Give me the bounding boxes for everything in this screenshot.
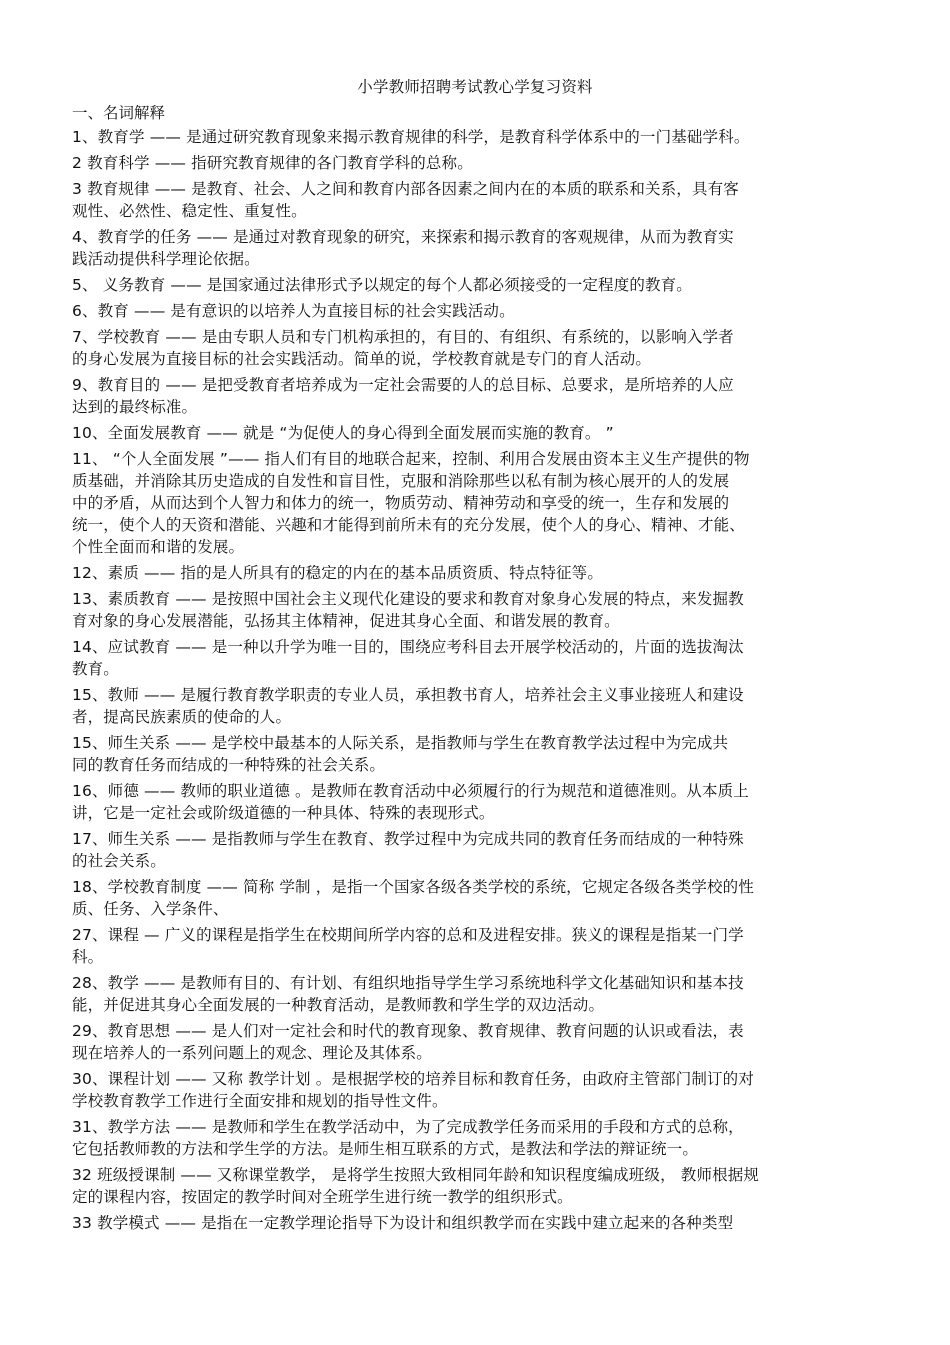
definition-line: 践活动提供科学理论依据。: [72, 250, 260, 268]
definition-line: 质基础，并消除其历史造成的自发性和盲目性，克服和消除那些以私有制为核心展开的人的发展: [72, 472, 730, 490]
definition-entry: [72, 274, 872, 296]
definition-entry: [72, 1020, 872, 1064]
definition-entry: [72, 422, 872, 444]
definition-line: 15、师生关系 —— 是学校中最基本的人际关系，是指教师与学生在教育教学法过程中为完成共: [72, 734, 729, 752]
definition-entry: [72, 1116, 872, 1160]
definition-entry: [72, 178, 872, 222]
definition-line: 达到的最终标准。: [72, 398, 198, 416]
definition-line: 27、课程 — 广义的课程是指学生在校期间所学内容的总和及进程安排。狭义的课程是指某一门学: [72, 926, 744, 944]
definition-entry: [72, 1212, 872, 1234]
section-heading: 一、名词解释: [72, 104, 166, 122]
definition-line: 31、教学方法 —— 是教师和学生在教学活动中，为了完成教学任务而采用的手段和方式的总称，: [72, 1118, 744, 1136]
definition-line: 4、教育学的任务 —— 是通过对教育现象的研究，来探索和揭示教育的客观规律，从而为教育实: [72, 228, 734, 246]
definition-entry: [72, 126, 872, 148]
definition-entry: [72, 636, 872, 680]
definition-entry: [72, 448, 872, 558]
definition-line: 育对象的身心发展潜能，弘扬其主体精神，促进其身心全面、和谐发展的教育。: [72, 612, 620, 630]
definition-entry: [72, 828, 872, 872]
definition-line: 统一，使个人的天资和潜能、兴趣和才能得到前所未有的充分发展，使个人的身心、精神、才能、: [72, 516, 745, 534]
definition-line: 它包括教师教的方法和学生学的方法。是师生相互联系的方式，是教法和学法的辩证统一。: [72, 1140, 699, 1158]
definition-line: 13、素质教育 —— 是按照中国社会主义现代化建设的要求和教育对象身心发展的特点，来发掘教: [72, 590, 744, 608]
definition-line: 观性、必然性、稳定性、重复性。: [72, 202, 307, 220]
definition-line: 2 教育科学 —— 指研究教育规律的各门教育学科的总称。: [72, 154, 473, 172]
definition-line: 个性全面而和谐的发展。: [72, 538, 245, 556]
definition-entry: [72, 876, 872, 920]
definition-line: 现在培养人的一系列问题上的观念、理论及其体系。: [72, 1044, 432, 1062]
definition-line: 能，并促进其身心全面发展的一种教育活动，是教师教和学生学的双边活动。: [72, 996, 605, 1014]
definition-entry: [72, 780, 872, 824]
definition-entry: [72, 562, 872, 584]
definition-line: 17、师生关系 —— 是指教师与学生在教育、教学过程中为完成共同的教育任务而结成的一种特殊: [72, 830, 744, 848]
definition-line: 9、教育目的 —— 是把受教育者培养成为一定社会需要的人的总目标、总要求，是所培养的人应: [72, 376, 734, 394]
definition-line: 学校教育教学工作进行全面安排和规划的指导性文件。: [72, 1092, 448, 1110]
definition-line: 教育。: [72, 660, 119, 678]
definition-line: 32 班级授课制 —— 又称课堂教学， 是将学生按照大致相同年龄和知识程度编成班级， 教师根据规: [72, 1166, 760, 1184]
definition-line: 质、任务、入学条件、: [72, 900, 229, 918]
definition-line: 33 教学模式 —— 是指在一定教学理论指导下为设计和组织教学而在实践中建立起来的各种类型: [72, 1214, 734, 1232]
definition-line: 10、全面发展教育 —— 就是 “为促使人的身心得到全面发展而实施的教育。 ”: [72, 424, 614, 442]
definition-entry: [72, 300, 872, 322]
definition-line: 11、 “个人全面发展 ”—— 指人们有目的地联合起来，控制、利用合发展由资本主义生产提供的物: [72, 450, 750, 468]
document-title: 小学教师招聘考试教心学复习资料: [357, 78, 593, 96]
definition-entry: [72, 152, 872, 174]
definition-line: 18、学校教育制度 —— 简称 学制 ，是指一个国家各级各类学校的系统，它规定各级各类学校的性: [72, 878, 754, 896]
definition-line: 同的教育任务而结成的一种特殊的社会关系。: [72, 756, 386, 774]
document-body: [72, 102, 872, 1238]
definition-line: 3 教育规律 —— 是教育、社会、人之间和教育内部各因素之间内在的本质的联系和关系，具有客: [72, 180, 739, 198]
definition-entry: [72, 924, 872, 968]
definition-line: 6、教育 —— 是有意识的以培养人为直接目标的社会实践活动。: [72, 302, 515, 320]
definition-line: 的社会关系。: [72, 852, 166, 870]
definition-line: 讲，它是一定社会或阶级道德的一种具体、特殊的表现形式。: [72, 804, 495, 822]
definition-line: 16、师德 —— 教师的职业道德 。是教师在教育活动中必须履行的行为规范和道德准则。从本质上: [72, 782, 749, 800]
definition-line: 14、应试教育 —— 是一种以升学为唯一目的，围绕应考科目去开展学校活动的，片面的选拔淘汰: [72, 638, 744, 656]
definition-line: 7、学校教育 —— 是由专职人员和专门机构承担的，有目的、有组织、有系统的，以影响入学者: [72, 328, 734, 346]
definition-line: 科。: [72, 948, 104, 966]
definition-line: 1、教育学 —— 是通过研究教育现象来揭示教育规律的科学，是教育科学体系中的一门基础学科。: [72, 128, 750, 146]
definition-line: 5、 义务教育 —— 是国家通过法律形式予以规定的每个人都必须接受的一定程度的教育。: [72, 276, 692, 294]
definition-list: [72, 126, 872, 1234]
definition-line: 的身心发展为直接目标的社会实践活动。简单的说，学校教育就是专门的育人活动。: [72, 350, 652, 368]
definition-entry: [72, 972, 872, 1016]
definition-line: 中的矛盾，从而达到个人智力和体力的统一，物质劳动、精神劳动和享受的统一，生存和发展的: [72, 494, 730, 512]
definition-line: 者，提高民族素质的使命的人。: [72, 708, 292, 726]
definition-line: 29、教育思想 —— 是人们对一定社会和时代的教育现象、教育规律、教育问题的认识或看法，表: [72, 1022, 744, 1040]
definition-line: 15、教师 —— 是履行教育教学职责的专业人员，承担教书育人，培养社会主义事业接班人和建设: [72, 686, 744, 704]
definition-entry: [72, 588, 872, 632]
definition-entry: [72, 1068, 872, 1112]
definition-entry: [72, 1164, 872, 1208]
definition-line: 28、教学 —— 是教师有目的、有计划、有组织地指导学生学习系统地科学文化基础知识和基本技: [72, 974, 744, 992]
definition-entry: [72, 684, 872, 728]
definition-entry: [72, 226, 872, 270]
definition-entry: [72, 374, 872, 418]
definition-line: 12、素质 —— 指的是人所具有的稳定的内在的基本品质资质、特点特征等。: [72, 564, 603, 582]
definition-line: 定的课程内容，按固定的教学时间对全班学生进行统一教学的组织形式。: [72, 1188, 573, 1206]
definition-line: 30、课程计划 —— 又称 教学计划 。是根据学校的培养目标和教育任务，由政府主管部门制订的对: [72, 1070, 754, 1088]
definition-entry: [72, 326, 872, 370]
definition-entry: [72, 732, 872, 776]
